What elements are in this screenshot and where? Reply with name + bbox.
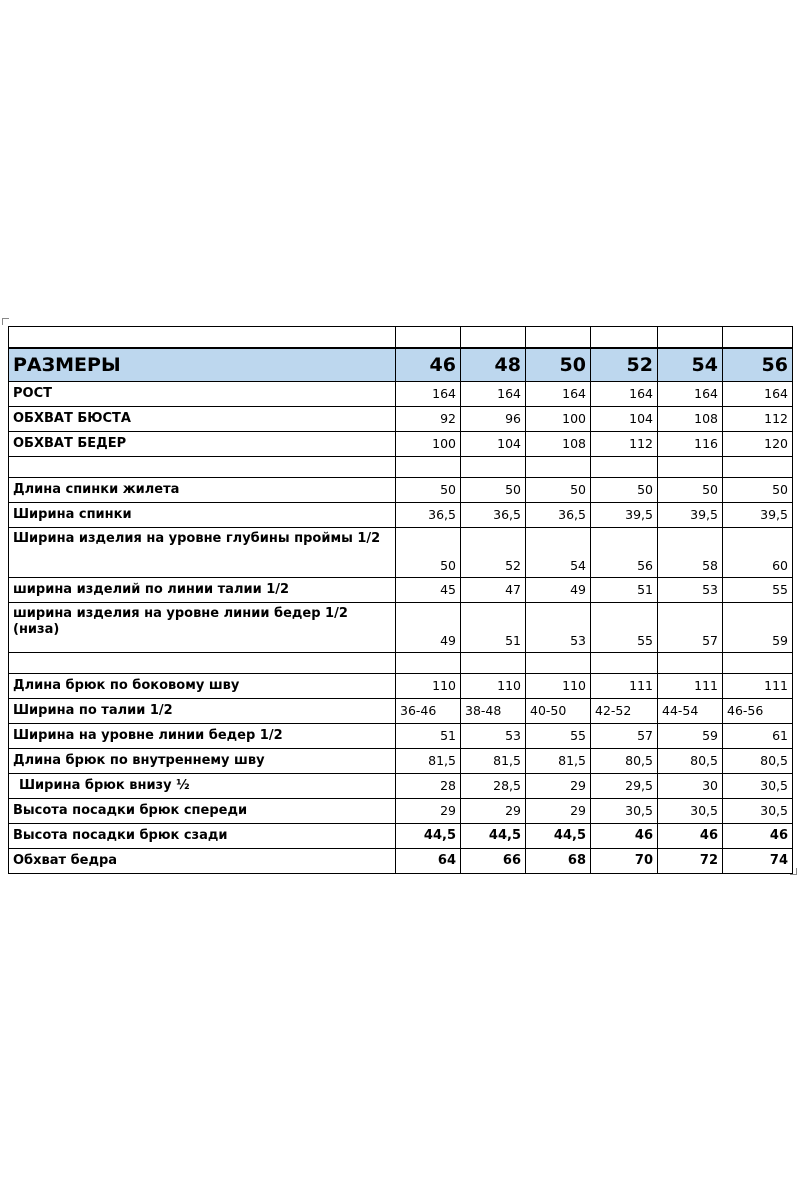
row-value: 52 (461, 528, 526, 578)
row-value: 51 (461, 603, 526, 653)
row-value: 81,5 (396, 749, 461, 774)
row-label: Длина брюк по внутреннему шву (9, 749, 396, 774)
row-value: 164 (461, 382, 526, 407)
row-value: 104 (461, 432, 526, 457)
table-row (9, 503, 793, 528)
row-value: 42-52 (591, 699, 658, 724)
row-value: 164 (723, 382, 793, 407)
row-value: 66 (461, 849, 526, 874)
row-value: 39,5 (591, 503, 658, 528)
row-value: 36-46 (396, 699, 461, 724)
row-value: 53 (526, 603, 591, 653)
row-value: 72 (658, 849, 723, 874)
row-value: 60 (723, 528, 793, 578)
row-value: 39,5 (723, 503, 793, 528)
row-value: 81,5 (461, 749, 526, 774)
row-label: ОБХВАТ БЕДЕР (9, 432, 396, 457)
row-value: 55 (526, 724, 591, 749)
row-value: 29 (526, 774, 591, 799)
row-value: 36,5 (461, 503, 526, 528)
row-value: 59 (658, 724, 723, 749)
table-header-row (9, 348, 793, 382)
row-value: 120 (723, 432, 793, 457)
row-value: 50 (591, 478, 658, 503)
row-value: 49 (396, 603, 461, 653)
row-label: Обхват бедра (9, 849, 396, 874)
table-row (9, 578, 793, 603)
row-value: 96 (461, 407, 526, 432)
row-value: 53 (658, 578, 723, 603)
row-value: 51 (591, 578, 658, 603)
row-value: 29 (396, 799, 461, 824)
row-value: 44,5 (526, 824, 591, 849)
row-label: Высота посадки брюк сзади (9, 824, 396, 849)
row-value: 80,5 (591, 749, 658, 774)
row-value: 112 (591, 432, 658, 457)
table-row-empty (9, 327, 793, 349)
row-value: 111 (723, 674, 793, 699)
row-value: 44,5 (461, 824, 526, 849)
table-row (9, 799, 793, 824)
table-row-empty (9, 457, 793, 478)
row-label: Ширина спинки (9, 503, 396, 528)
row-label: Высота посадки брюк спереди (9, 799, 396, 824)
table-row (9, 774, 793, 799)
row-value: 111 (658, 674, 723, 699)
table-row (9, 528, 793, 578)
row-value: 70 (591, 849, 658, 874)
row-label: Ширина по талии 1/2 (9, 699, 396, 724)
table-row (9, 699, 793, 724)
row-value: 50 (461, 478, 526, 503)
row-value: 36,5 (396, 503, 461, 528)
row-value: 164 (526, 382, 591, 407)
size-header: 46 (396, 348, 461, 382)
table-row (9, 749, 793, 774)
size-header: 50 (526, 348, 591, 382)
row-value: 40-50 (526, 699, 591, 724)
row-value: 80,5 (658, 749, 723, 774)
row-value: 46 (591, 824, 658, 849)
row-value: 50 (526, 478, 591, 503)
row-label: Ширина брюк внизу ½ (9, 774, 396, 799)
row-value: 92 (396, 407, 461, 432)
row-value: 81,5 (526, 749, 591, 774)
row-value: 28,5 (461, 774, 526, 799)
row-label: РОСТ (9, 382, 396, 407)
row-value: 100 (396, 432, 461, 457)
header-label: РАЗМЕРЫ (9, 348, 396, 382)
row-value: 68 (526, 849, 591, 874)
row-label: ОБХВАТ БЮСТА (9, 407, 396, 432)
row-value: 39,5 (658, 503, 723, 528)
size-header: 56 (723, 348, 793, 382)
table-row-empty (9, 653, 793, 674)
row-value: 64 (396, 849, 461, 874)
row-label: ширина изделия на уровне линии бедер 1/2 (низа) (9, 603, 396, 653)
row-value: 55 (591, 603, 658, 653)
row-value: 54 (526, 528, 591, 578)
row-label: Ширина на уровне линии бедер 1/2 (9, 724, 396, 749)
row-value: 53 (461, 724, 526, 749)
row-value: 30,5 (723, 799, 793, 824)
row-value: 47 (461, 578, 526, 603)
size-header: 52 (591, 348, 658, 382)
row-value: 104 (591, 407, 658, 432)
row-label: Длина спинки жилета (9, 478, 396, 503)
table-row (9, 407, 793, 432)
row-value: 50 (396, 528, 461, 578)
row-value: 50 (723, 478, 793, 503)
size-header: 48 (461, 348, 526, 382)
row-value: 55 (723, 578, 793, 603)
row-value: 36,5 (526, 503, 591, 528)
table-row (9, 603, 793, 653)
row-value: 49 (526, 578, 591, 603)
row-value: 164 (658, 382, 723, 407)
row-value: 57 (658, 603, 723, 653)
row-value: 164 (396, 382, 461, 407)
row-value: 110 (396, 674, 461, 699)
row-value: 50 (658, 478, 723, 503)
row-value: 28 (396, 774, 461, 799)
row-value: 111 (591, 674, 658, 699)
row-value: 29 (461, 799, 526, 824)
row-value: 116 (658, 432, 723, 457)
row-value: 29,5 (591, 774, 658, 799)
row-value: 58 (658, 528, 723, 578)
row-value: 110 (526, 674, 591, 699)
row-value: 44-54 (658, 699, 723, 724)
row-value: 38-48 (461, 699, 526, 724)
row-value: 74 (723, 849, 793, 874)
row-value: 108 (658, 407, 723, 432)
row-value: 45 (396, 578, 461, 603)
row-value: 30,5 (723, 774, 793, 799)
row-value: 30,5 (658, 799, 723, 824)
row-value: 46-56 (723, 699, 793, 724)
row-value: 44,5 (396, 824, 461, 849)
row-label: ширина изделий по линии талии 1/2 (9, 578, 396, 603)
row-value: 112 (723, 407, 793, 432)
row-label: Длина брюк по боковому шву (9, 674, 396, 699)
table-row (9, 382, 793, 407)
table-row (9, 724, 793, 749)
row-value: 110 (461, 674, 526, 699)
table-row (9, 849, 793, 874)
table-row (9, 478, 793, 503)
row-value: 108 (526, 432, 591, 457)
row-value: 30,5 (591, 799, 658, 824)
row-value: 80,5 (723, 749, 793, 774)
row-value: 50 (396, 478, 461, 503)
row-value: 46 (723, 824, 793, 849)
size-chart-table (8, 326, 793, 874)
row-value: 30 (658, 774, 723, 799)
size-header: 54 (658, 348, 723, 382)
table-corner-mark (2, 318, 9, 325)
row-value: 61 (723, 724, 793, 749)
row-value: 29 (526, 799, 591, 824)
row-value: 46 (658, 824, 723, 849)
row-label: Ширина изделия на уровне глубины проймы 1/2 (9, 528, 396, 578)
table-row (9, 432, 793, 457)
row-value: 56 (591, 528, 658, 578)
row-value: 51 (396, 724, 461, 749)
row-value: 57 (591, 724, 658, 749)
row-value: 100 (526, 407, 591, 432)
table-row (9, 674, 793, 699)
row-value: 59 (723, 603, 793, 653)
table-row (9, 824, 793, 849)
row-value: 164 (591, 382, 658, 407)
